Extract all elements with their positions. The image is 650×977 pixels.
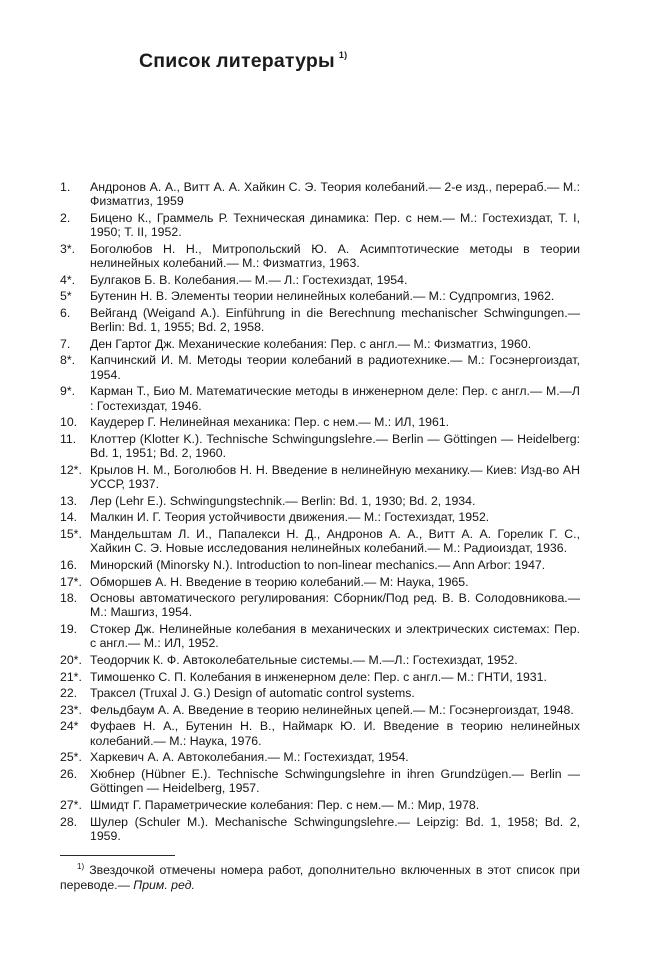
reference-item (60, 670, 580, 684)
reference-number: 1. (60, 180, 71, 194)
reference-number: 23*. (60, 702, 82, 717)
reference-item (60, 622, 580, 651)
reference-item (60, 558, 580, 572)
reference-text: Боголюбов Н. Н., Митропольский Ю. А. Асимптотические методы в теории нелинейных колебаний.— М.: Физматгиз, 1963. (90, 241, 580, 271)
reference-number: 4*. (60, 272, 76, 287)
reference-item (60, 415, 580, 429)
reference-number: 8*. (60, 353, 76, 368)
reference-text: Капчинский И. М. Методы теории колебаний в радиотехнике.— М.: Госэнергоиздат, 1954. (90, 353, 580, 382)
reference-number: 27*. (60, 797, 82, 812)
reference-text: Лер (Lehr E.). Schwingungstechnik.— Berlin: Bd. 1, 1930; Bd. 2, 1934. (90, 493, 476, 508)
footnote-editor-note: Прим. ред. (133, 877, 195, 892)
reference-number: 14. (60, 510, 78, 525)
reference-item (60, 180, 580, 209)
reference-item (60, 510, 580, 524)
reference-number: 17*. (60, 574, 82, 589)
reference-text: Клоттер (Klotter K.). Technische Schwingungslehre.— Berlin — Göttingen — Heidelberg: Bd. 1, 1951; Bd. 2, 1960. (90, 431, 580, 461)
reference-number: 22. (60, 686, 78, 701)
reference-number: 25*. (60, 750, 82, 765)
reference-item (60, 211, 580, 240)
reference-number: 19. (60, 622, 78, 637)
reference-item (60, 337, 580, 351)
reference-item (60, 432, 580, 461)
reference-item (60, 703, 580, 717)
reference-item (60, 815, 580, 844)
reference-text: Бицено К., Граммель Р. Техническая динамика: Пер. с нем.— М.: Гостехиздат, Т. I, 1950; Т. II, 1952. (90, 210, 580, 240)
reference-text: Бутенин Н. В. Элементы теории нелинейных колебаний.— М.: Судпромгиз, 1962. (90, 289, 555, 304)
footnote-marker: 1) (77, 862, 85, 871)
reference-text: Стокер Дж. Нелинейные колебания в механических и электрических системах: Пер. с англ.— М.: ИЛ, 1952. (90, 622, 580, 651)
reference-number: 6. (60, 305, 71, 320)
reference-text: Харкевич А. А. Автоколебания.— М.: Гостехиздат, 1954. (90, 750, 409, 765)
reference-number: 20*. (60, 652, 82, 667)
reference-text: Булгаков Б. В. Колебания.— М.— Л.: Гостехиздат, 1954. (90, 272, 408, 287)
title-text: Список литературы (139, 50, 335, 72)
reference-list (60, 180, 580, 845)
reference-number: 26. (60, 767, 78, 782)
reference-text: Мандельштам Л. И., Папалекси Н. Д., Андронов А. А., Витт А. А. Горелик Г. С., Хайкин С. Э. Новые исследования нелинейных колебаний.— М.: Радиоиздат, 1936. (90, 526, 580, 556)
reference-text: Фуфаев Н. А., Бутенин Н. В., Наймарк Ю. И. Введение в теорию нелинейных колебаний.— М.: Наука, 1976. (90, 719, 580, 748)
reference-text: Тимошенко С. П. Колебания в инженерном деле: Пер. с англ.— М.: ГНТИ, 1931. (90, 669, 547, 684)
reference-text: Траксел (Truxal J. G.) Design of automatic control systems. (90, 686, 415, 701)
reference-number: 2. (60, 210, 71, 225)
reference-number: 5* (60, 289, 72, 304)
reference-text: Обморшев А. Н. Введение в теорию колебаний.— М: Наука, 1965. (90, 574, 469, 589)
reference-item (60, 494, 580, 508)
title-footnote-marker: 1) (338, 50, 348, 60)
reference-text: Карман Т., Био М. Математические методы в инженерном деле: Пер. с англ.— М.—Л : Гостехиздат, 1946. (90, 384, 580, 413)
reference-number: 13. (60, 493, 78, 508)
reference-number: 11. (60, 431, 77, 446)
reference-item (60, 273, 580, 287)
reference-text: Минорский (Minorsky N.). Introduction to non-linear mechanics.— Ann Arbor: 1947. (90, 557, 546, 572)
reference-item (60, 527, 580, 556)
reference-item (60, 242, 580, 271)
reference-item (60, 463, 580, 492)
reference-number: 18. (60, 591, 78, 606)
reference-text: Хюбнер (Hübner E.). Technische Schwingungslehre in ihren Grundzügen.— Berlin — Göttingen — Heidelberg, 1957. (90, 767, 580, 796)
reference-item (60, 591, 580, 620)
reference-text: Шулер (Schuler M.). Mechanische Schwingungslehre.— Leipzig: Bd. 1, 1958; Bd. 2, 1959. (90, 814, 580, 843)
reference-number: 7. (60, 336, 71, 351)
reference-text: Каудерер Г. Нелинейная механика: Пер. с нем.— М.: ИЛ, 1961. (90, 415, 450, 430)
reference-text: Малкин И. Г. Теория устойчивости движения.— М.: Гостехиздат, 1952. (90, 510, 490, 525)
reference-number: 15*. (60, 526, 82, 541)
page-title (139, 50, 347, 73)
reference-text: Вейганд (Weigand A.). Einführung in die Berechnung mechanischer Schwingungen.— Berlin: Bd. 1, 1955; Bd. 2, 1958. (90, 305, 580, 335)
reference-item (60, 306, 580, 335)
reference-text: Андронов А. А., Витт А. А. Хайкин С. Э. Теория колебаний.— 2-е изд., перераб.— М.: Физматгиз, 1959 (90, 180, 580, 209)
reference-number: 9*. (60, 384, 76, 399)
reference-number: 10. (60, 415, 78, 430)
reference-text: Крылов Н. М., Боголюбов Н. Н. Введение в нелинейную механику.— Киев: Изд-во АН УССР, 1937. (90, 462, 580, 492)
reference-text: Основы автоматического регулирования: Сборник/Под ред. В. В. Солодовникова.— М.: Машгиз, 1954. (90, 591, 580, 620)
reference-item (60, 575, 580, 589)
reference-number: 28. (60, 814, 78, 829)
reference-item (60, 719, 580, 748)
reference-item (60, 767, 580, 796)
reference-item (60, 686, 580, 700)
reference-number: 12*. (60, 462, 82, 477)
footnote-text: Звездочкой отмечены номера работ, дополнительно включенных в этот список при переводе.— (60, 863, 580, 892)
reference-item (60, 384, 580, 413)
reference-text: Фельдбаум А. А. Введение в теорию нелинейных цепей.— М.: Госэнергоиздат, 1948. (90, 702, 574, 717)
reference-text: Теодорчик К. Ф. Автоколебательные системы.— М.—Л.: Гостехиздат, 1952. (90, 652, 518, 667)
reference-text: Ден Гартог Дж. Механические колебания: Пер. с англ.— М.: Физматгиз, 1960. (90, 336, 532, 351)
footnote (60, 860, 580, 892)
reference-text: Шмидт Г. Параметрические колебания: Пер. с нем.— М.: Мир, 1978. (90, 797, 480, 812)
reference-number: 24* (60, 719, 79, 734)
reference-item (60, 353, 580, 382)
footnote-divider (60, 855, 175, 856)
reference-number: 16. (60, 557, 78, 572)
reference-item (60, 653, 580, 667)
reference-item (60, 750, 580, 764)
reference-item (60, 798, 580, 812)
reference-number: 21*. (60, 669, 82, 684)
reference-item (60, 289, 580, 303)
reference-number: 3*. (60, 241, 76, 256)
